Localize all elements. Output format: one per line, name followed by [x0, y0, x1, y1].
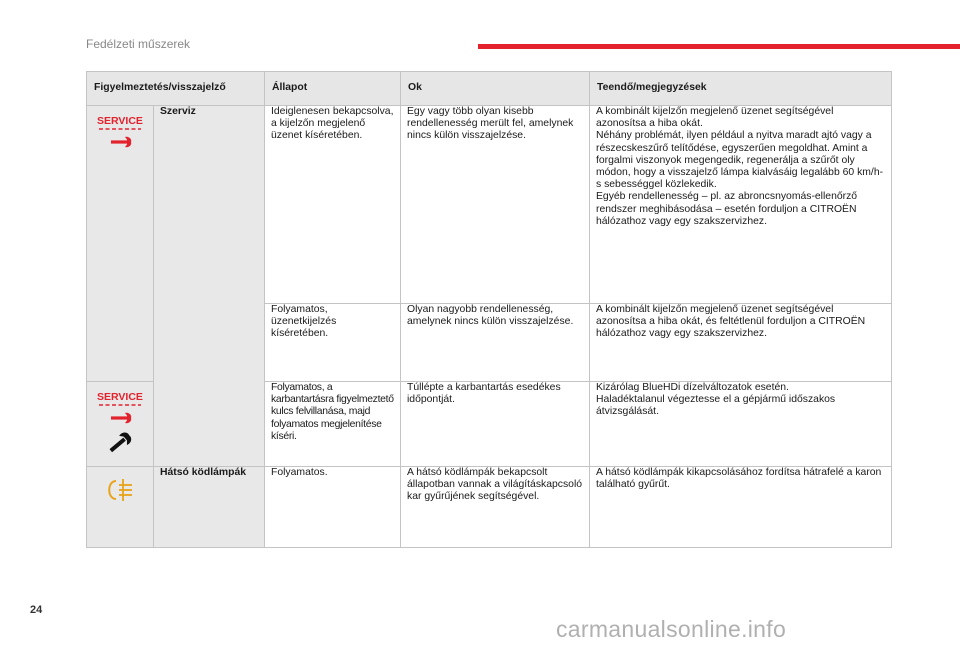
service-name: Szerviz	[154, 106, 265, 467]
service-cause-3: Túllépte a karbantartás esedékes időpontját.	[401, 382, 590, 467]
service-action-3: Kizárólag BlueHDi dízelváltozatok esetén. Haladéktalanul végeztesse el a gépjármű időszakos átvizsgálását.	[590, 382, 892, 467]
table-row	[87, 467, 892, 548]
svg-text:SERVICE: SERVICE	[97, 391, 143, 403]
warning-lights-table	[86, 71, 892, 548]
service-action-1: A kombinált kijelzőn megjelenő üzenet segítségével azonosítsa a hiba okát. Néhány problémát, ilyen például a nyitva maradt ajtó vagy a részecskeszűrő telítődése, egyszerűen megoldhat. Amint a forgalmi viszonyok megengedik, regenerálja a szűrőt oly módon, hogy a visszajelző lámpa kialvásáig legalább 60 km/h-s sebességgel közlekedik. Egyéb rendellenesség – pl. az abroncsnyomás-ellenőrző rendszer meghibásodása – esetén forduljon a CITROËN hálózathoz vagy egy szakszervizhez.	[590, 106, 892, 304]
service-wrench-icon	[96, 390, 144, 428]
watermark: carmanualsonline.info	[556, 616, 787, 642]
foglamp-action: A hátsó ködlámpák kikapcsolásához fordítsa hátrafelé a karon található gyűrűt.	[590, 467, 892, 548]
header-accent-bar	[478, 44, 960, 49]
service-state-3: Folyamatos, a karbantartásra figyelmeztető kulcs felvillanása, majd folyamatos megjelenítése kíséri.	[265, 382, 401, 467]
header-state: Állapot	[265, 72, 401, 106]
wrench-icon	[105, 430, 135, 456]
svg-text:SERVICE: SERVICE	[97, 115, 143, 127]
rear-fog-lamp-icon	[102, 477, 138, 503]
foglamp-name: Hátsó ködlámpák	[154, 467, 265, 548]
page-number: 24	[30, 604, 43, 616]
service-action-2: A kombinált kijelzőn megjelenő üzenet segítségével azonosítsa a hiba okát, és feltétlenül forduljon a CITROËN hálózathoz vagy egy szakszervizhez.	[590, 304, 892, 382]
header-cause: Ok	[401, 72, 590, 106]
service-wrench-icon	[96, 114, 144, 152]
service-cause-1: Egy vagy több olyan kisebb rendellenesség merült fel, amelynek nincs külön visszajelzése.	[401, 106, 590, 304]
service-cause-2: Olyan nagyobb rendellenesség, amelynek nincs külön visszajelzése.	[401, 304, 590, 382]
foglamp-cause: A hátsó ködlámpák bekapcsolt állapotban vannak a világításkapcsoló kar gyűrűjének segítségével.	[401, 467, 590, 548]
service-state-1: Ideiglenesen bekapcsolva, a kijelzőn megjelenő üzenet kíséretében.	[265, 106, 401, 304]
service-icon-cell	[87, 106, 154, 382]
service-state-2: Folyamatos, üzenetkijelzés kíséretében.	[265, 304, 401, 382]
section-title: Fedélzeti műszerek	[86, 37, 191, 51]
table-header-row	[87, 72, 892, 106]
table-row	[87, 106, 892, 304]
foglamp-state: Folyamatos.	[265, 467, 401, 548]
foglamp-icon-cell	[87, 467, 154, 548]
header-action: Teendő/megjegyzések	[590, 72, 892, 106]
header-warning: Figyelmeztetés/visszajelző	[87, 72, 265, 106]
service-icon-cell-2	[87, 382, 154, 467]
